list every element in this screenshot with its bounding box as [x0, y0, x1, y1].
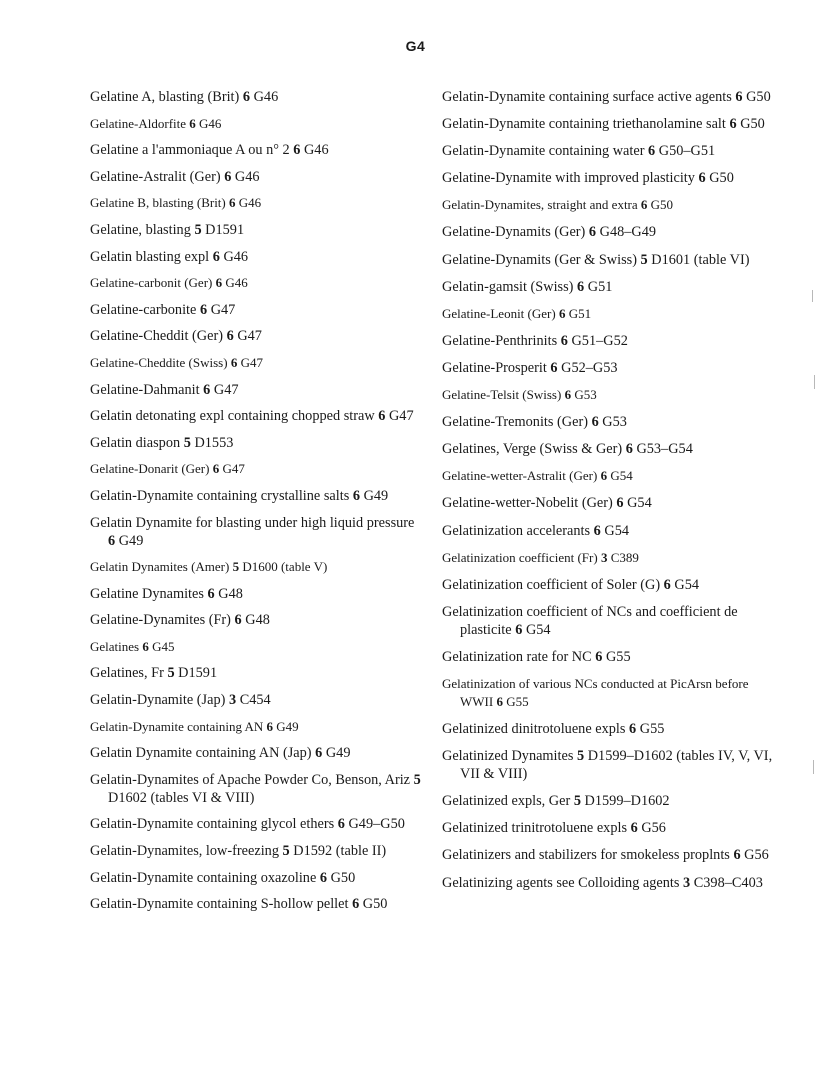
entry-page-ref: G46: [225, 275, 248, 291]
entry-volume: 6: [560, 332, 568, 349]
entry-volume: 6: [315, 745, 323, 762]
entry-term: Gelatine-Dynamits (Ger): [442, 224, 586, 241]
margin-speck: [813, 760, 814, 774]
margin-speck: [814, 375, 815, 389]
index-entry: [442, 874, 782, 892]
entry-term: Gelatine-Telsit (Swiss): [442, 387, 562, 403]
entry-term: Gelatinization coefficient of Soler (G): [442, 576, 661, 593]
entry-term: Gelatin Dynamite for blasting under high liquid pressure: [90, 514, 415, 531]
entry-page-ref: D1592 (table II): [293, 843, 387, 860]
entry-page-ref: G48–G49: [599, 224, 657, 241]
index-entry: [90, 354, 425, 372]
index-entry: [442, 819, 782, 837]
index-entry: [442, 467, 782, 485]
entry-page-ref: G47: [222, 461, 245, 477]
index-entry: [442, 603, 782, 639]
entry-page-ref: G54: [674, 576, 700, 593]
index-entry: [442, 522, 782, 540]
entry-volume: 6: [496, 693, 503, 709]
entry-page-ref: G49–G50: [348, 816, 405, 833]
entry-term: Gelatine-carbonit (Ger): [90, 275, 213, 291]
entry-term: Gelatin-Dynamites, straight and extra: [442, 197, 638, 213]
entry-term: Gelatine a l'ammoniaque A ou n° 2: [90, 142, 290, 159]
index-entry: [442, 251, 782, 269]
entry-term: Gelatine-wetter-Nobelit (Ger): [442, 495, 613, 512]
index-entry: [90, 381, 425, 399]
entry-page-ref: G46: [234, 168, 260, 185]
entry-volume: 6: [230, 354, 238, 370]
entry-page-ref: G48: [218, 585, 243, 602]
index-entry: [442, 549, 782, 567]
index-entry: [90, 638, 425, 656]
index-entry: [442, 196, 782, 214]
entry-volume: 5: [577, 748, 585, 765]
entry-volume: 6: [515, 621, 523, 638]
entry-volume: 6: [648, 143, 656, 160]
entry-term: Gelatin-gamsit (Swiss): [442, 278, 574, 295]
index-entry: [90, 869, 425, 887]
entry-page-ref: D1602 (tables VI & VIII): [108, 789, 255, 806]
index-entry: [442, 494, 782, 512]
index-entry: [90, 301, 425, 319]
entry-page-ref: G48: [245, 612, 270, 629]
entry-term: Gelatinization coefficient (Fr): [442, 549, 598, 565]
entry-page-ref: G47: [237, 328, 262, 345]
page-header: G4: [405, 38, 426, 54]
entry-volume: 6: [550, 359, 558, 376]
entry-volume: 5: [282, 843, 290, 860]
entry-volume: 6: [558, 305, 566, 321]
entry-volume: 6: [212, 248, 220, 265]
index-entry: [442, 332, 782, 350]
entry-volume: 6: [600, 468, 608, 484]
entry-page-ref: G56: [744, 847, 769, 864]
entry-volume: 6: [378, 408, 386, 425]
entry-volume: 3: [600, 549, 608, 565]
entry-page-ref: G51: [568, 305, 592, 321]
index-entry: [90, 585, 425, 603]
entry-term: Gelatine-carbonite: [90, 301, 197, 318]
entry-page-ref: D1591: [205, 221, 245, 238]
entry-volume: 6: [640, 197, 648, 213]
entry-volume: 6: [630, 820, 638, 837]
entry-page-ref: C398–C403: [693, 874, 763, 891]
entry-page-ref: G54: [610, 468, 633, 484]
index-entry: [90, 274, 425, 292]
entry-volume: 6: [733, 847, 741, 864]
entry-term: Gelatines: [90, 638, 140, 654]
index-entry: [90, 434, 425, 452]
entry-term: Gelatin-Dynamite containing surface active agents: [442, 89, 732, 105]
index-entry: [442, 675, 782, 711]
index-entry: [90, 718, 425, 736]
entry-page-ref: G47: [213, 381, 239, 398]
entry-page-ref: D1553: [194, 434, 234, 451]
index-entry: [90, 842, 425, 860]
entry-volume: 6: [226, 328, 234, 345]
entry-page-ref: G51: [587, 278, 613, 295]
index-entry: [442, 576, 782, 594]
entry-volume: 5: [413, 771, 421, 788]
entry-page-ref: G51–G52: [571, 332, 628, 349]
index-entry: [90, 664, 425, 682]
entry-volume: 3: [228, 692, 237, 709]
entry-volume: 6: [729, 116, 737, 133]
entry-term: Gelatinizers and stabilizers for smokeless proplnts: [442, 847, 730, 864]
entry-volume: 6: [242, 89, 251, 105]
entry-volume: 6: [189, 115, 196, 131]
entry-page-ref: G46: [199, 115, 222, 131]
index-entry: [442, 223, 782, 241]
entry-term: Gelatinization coefficient of NCs and coefficient de plasticite: [442, 603, 738, 638]
entry-volume: 6: [735, 89, 743, 105]
entry-volume: 6: [319, 869, 328, 886]
index-entry: [90, 115, 425, 133]
entry-term: Gelatin detonating expl containing chopped straw: [90, 408, 375, 425]
entry-term: Gelatines, Fr: [90, 665, 164, 682]
entry-volume: 6: [629, 721, 637, 738]
entry-volume: 5: [167, 665, 175, 682]
entry-term: Gelatines, Verge (Swiss & Ger): [442, 441, 623, 458]
entry-term: Gelatin-Dynamites, low-freezing: [90, 843, 279, 860]
entry-page-ref: D1591: [178, 665, 218, 682]
index-entry: [90, 221, 425, 239]
entry-term: Gelatin Dynamites (Amer): [90, 559, 230, 575]
entry-page-ref: G49: [363, 487, 389, 504]
entry-term: Gelatin-Dynamite containing S-hollow pellet: [90, 896, 349, 913]
entry-term: Gelatine-Cheddite (Swiss): [90, 354, 228, 370]
entry-volume: 6: [625, 441, 633, 458]
entry-term: Gelatinized Dynamites: [442, 748, 574, 765]
entry-page-ref: C389: [610, 549, 639, 565]
entry-page-ref: G49: [276, 718, 299, 734]
entry-term: Gelatine-Dynamite with improved plasticity: [442, 170, 695, 187]
entry-page-ref: G45: [152, 638, 175, 654]
entry-term: Gelatine-Astralit (Ger): [90, 168, 221, 185]
entry-page-ref: G46: [303, 142, 329, 159]
entry-volume: 5: [194, 221, 202, 238]
entry-term: Gelatinization of various NCs conducted at PicArsn before WWII: [442, 675, 749, 709]
entry-term: Gelatine-Tremonits (Ger): [442, 414, 588, 431]
entry-page-ref: G47: [240, 354, 263, 370]
entry-term: Gelatinized expls, Ger: [442, 793, 571, 810]
entry-volume: 6: [577, 278, 585, 295]
entry-page-ref: C454: [239, 692, 271, 709]
entry-volume: 6: [215, 275, 223, 291]
index-entry: [90, 487, 425, 505]
index-entry: [90, 248, 425, 266]
entry-term: Gelatin Dynamite containing AN (Jap): [90, 745, 312, 762]
entry-page-ref: G54: [525, 621, 551, 638]
entry-volume: 6: [352, 487, 360, 504]
entry-volume: 5: [232, 559, 240, 575]
entry-volume: 6: [337, 816, 345, 833]
entry-volume: 6: [698, 170, 706, 187]
entry-page-ref: G53: [602, 414, 627, 431]
entry-term: Gelatine-Penthrinits: [442, 332, 558, 349]
entry-page-ref: G53–G54: [636, 441, 693, 458]
entry-page-ref: G50: [650, 197, 674, 213]
entry-page-ref: G47: [210, 301, 236, 318]
entry-term: Gelatinized trinitrotoluene expls: [442, 820, 628, 837]
index-entry: [442, 648, 782, 666]
entry-page-ref: G50: [330, 869, 356, 886]
index-entry: [90, 691, 425, 709]
index-entry: [442, 115, 782, 133]
entry-page-ref: D1601 (table VI): [651, 251, 750, 268]
entry-term: Gelatine-Donarit (Ger): [90, 461, 210, 477]
entry-term: Gelatinization accelerants: [442, 522, 591, 539]
entry-page-ref: G55: [605, 648, 631, 665]
index-entry: [90, 141, 425, 159]
entry-volume: 6: [142, 638, 149, 654]
index-entry: [442, 386, 782, 404]
index-entry: [442, 142, 782, 160]
entry-page-ref: G54: [604, 522, 629, 539]
index-entry: [90, 815, 425, 833]
entry-volume: 6: [564, 387, 572, 403]
entry-volume: 5: [640, 251, 648, 268]
index-entry: [442, 413, 782, 431]
index-entry: [442, 169, 782, 187]
index-column-right: [442, 88, 782, 901]
entry-term: Gelatin-Dynamite (Jap): [90, 692, 226, 709]
entry-volume: 6: [595, 648, 603, 665]
entry-volume: 6: [293, 142, 301, 159]
index-entry: [90, 327, 425, 345]
index-entry: [442, 720, 782, 738]
entry-volume: 6: [108, 532, 116, 549]
entry-volume: 6: [352, 896, 360, 913]
entry-volume: 5: [183, 434, 191, 451]
margin-speck: [812, 290, 813, 302]
index-entry: [90, 460, 425, 478]
entry-term: Gelatin diaspon: [90, 434, 181, 451]
index-entry: [90, 611, 425, 629]
index-entry: [90, 194, 425, 212]
index-entry: [442, 846, 782, 864]
entry-page-ref: G50: [709, 170, 734, 187]
entry-volume: 6: [593, 522, 601, 539]
index-entry: [90, 514, 425, 550]
entry-term: Gelatin-Dynamites of Apache Powder Co, Benson, Ariz: [90, 771, 411, 788]
entry-term: Gelatine A, blasting (Brit): [90, 89, 240, 105]
index-entry: [90, 744, 425, 762]
entry-term: Gelatine-Dynamits (Ger & Swiss): [442, 251, 637, 268]
entry-volume: 6: [663, 576, 671, 593]
entry-page-ref: G55: [639, 721, 665, 738]
entry-term: Gelatinizing agents see Colloiding agents: [442, 874, 680, 891]
index-entry: [90, 895, 425, 913]
entry-volume: 6: [616, 495, 624, 512]
entry-volume: 6: [207, 585, 215, 602]
entry-term: Gelatine-Leonit (Ger): [442, 305, 556, 321]
entry-term: Gelatin-Dynamite containing AN: [90, 718, 264, 734]
entry-page-ref: G53: [574, 387, 597, 403]
entry-page-ref: D1599–D1602 (tables IV, V, VI, VII & VIII): [460, 748, 773, 783]
entry-term: Gelatine-Dahmanit: [90, 381, 200, 398]
entry-page-ref: G46: [238, 195, 262, 211]
entry-term: Gelatin-Dynamite containing oxazoline: [90, 869, 317, 886]
entry-page-ref: G46: [223, 248, 249, 265]
entry-page-ref: G50: [740, 116, 765, 133]
entry-term: Gelatine-wetter-Astralit (Ger): [442, 468, 598, 484]
entry-volume: 6: [203, 381, 211, 398]
entry-term: Gelatin-Dynamite containing triethanolamine salt: [442, 116, 726, 133]
index-entry: [442, 440, 782, 458]
entry-page-ref: G50: [746, 89, 771, 105]
index-entry: [90, 88, 425, 106]
entry-page-ref: D1599–D1602: [584, 793, 670, 810]
entry-term: Gelatine-Aldorfite: [90, 115, 187, 131]
index-entry: [90, 407, 425, 425]
entry-term: Gelatinized dinitrotoluene expls: [442, 721, 626, 738]
entry-page-ref: G54: [627, 495, 652, 512]
entry-page-ref: G49: [325, 745, 351, 762]
entry-page-ref: D1600 (table V): [242, 559, 328, 575]
entry-term: Gelatine-Prosperit: [442, 359, 547, 376]
entry-page-ref: G50–G51: [658, 143, 716, 160]
index-entry: [442, 359, 782, 377]
entry-volume: 6: [212, 461, 220, 477]
index-column-left: [90, 88, 425, 922]
entry-page-ref: G56: [641, 820, 666, 837]
entry-volume: 6: [234, 612, 242, 629]
index-entry: [442, 792, 782, 810]
entry-page-ref: G55: [506, 693, 529, 709]
index-entry: [442, 88, 782, 106]
entry-volume: 3: [683, 874, 691, 891]
entry-term: Gelatin blasting expl: [90, 248, 210, 265]
entry-page-ref: G47: [388, 408, 414, 425]
entry-volume: 6: [588, 224, 597, 241]
entry-volume: 6: [199, 301, 208, 318]
entry-volume: 6: [591, 414, 599, 431]
entry-term: Gelatin-Dynamite containing water: [442, 143, 645, 160]
entry-term: Gelatine B, blasting (Brit): [90, 195, 226, 211]
entry-volume: 6: [224, 168, 232, 185]
entry-term: Gelatine, blasting: [90, 221, 191, 238]
entry-page-ref: G46: [253, 89, 279, 105]
index-entry: [90, 771, 425, 807]
index-entry: [442, 747, 782, 783]
entry-term: Gelatine-Dynamites (Fr): [90, 612, 231, 629]
entry-term: Gelatinization rate for NC: [442, 648, 592, 665]
entry-term: Gelatine Dynamites: [90, 585, 204, 602]
index-entry: [90, 558, 425, 576]
entry-volume: 5: [573, 793, 581, 810]
entry-volume: 6: [266, 718, 274, 734]
entry-page-ref: G49: [118, 532, 144, 549]
entry-term: Gelatin-Dynamite containing crystalline salts: [90, 487, 350, 504]
index-entry: [442, 305, 782, 323]
entry-page-ref: G50: [362, 896, 388, 913]
entry-volume: 6: [229, 195, 236, 211]
index-entry: [90, 168, 425, 186]
entry-term: Gelatine-Cheddit (Ger): [90, 328, 223, 345]
entry-page-ref: G52–G53: [561, 359, 618, 376]
entry-term: Gelatin-Dynamite containing glycol ethers: [90, 816, 335, 833]
index-entry: [442, 278, 782, 296]
